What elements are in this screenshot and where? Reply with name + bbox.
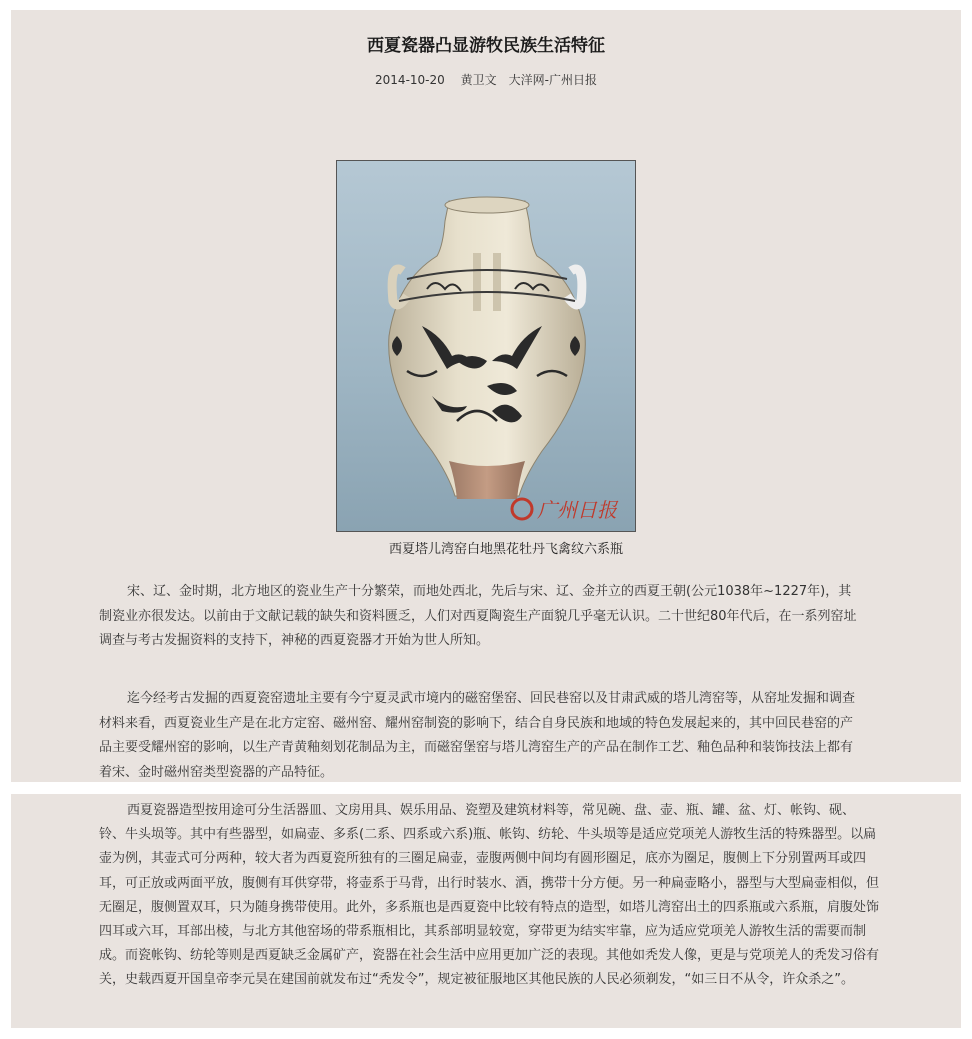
vase-photo [336,160,636,532]
article-author: 黄卫文 [460,73,497,87]
paragraph-2: 迄今经考古发掘的西夏瓷窑遗址主要有今宁夏灵武市境内的磁窑堡窑、回民巷窑以及甘肃武威的塔儿湾窑等，从窑址发掘和调查材料来看，西夏瓷业生产是在北方定窑、磁州窑、耀州窑制瓷的影响下，结合自身民族和地域的特色发展起来的，其中回民巷窑的产品主要受耀州窑的影响，以生产青黄釉刻划花制品为主，而磁窑堡窑与塔儿湾窑生产的产品在制作工艺、釉色品种和装饰技法上都有着宋、金时磁州窑类型瓷器的产品特征。 [99,691,856,780]
article-panel-top [11,10,961,782]
article-source: 大洋网-广州日报 [508,73,597,87]
figure-caption: 西夏塔儿湾窑白地黑花牡丹飞禽纹六系瓶 [388,542,623,557]
vase-illustration [337,161,635,531]
watermark-text: 广州日报 [537,498,617,522]
paragraph-1: 宋、辽、金时期，北方地区的瓷业生产十分繁荣，而地处西北，先后与宋、辽、金并立的西夏王朝(公元1038年~1227年)，其制瓷业亦很发达。以前由于文献记载的缺失和资料匮乏，人们对西夏陶瓷生产面貌几乎毫无认识。二十世纪80年代后，在一系列窑址调查与考古发掘资料的支持下，神秘的西夏瓷器才开始为世人所知。 [99,584,857,648]
article-meta [11,71,961,88]
article-date: 2014-10-20 [375,73,445,87]
paragraph-3: 西夏瓷器造型按用途可分生活器皿、文房用具、娱乐用品、瓷塑及建筑材料等，常见碗、盘、壶、瓶、罐、盆、灯、帐钩、砚、铃、牛头埙等。其中有些器型，如扁壶、多系(二系、四系或六系)瓶、帐钩、纺轮、牛头埙等是适应党项羌人游牧生活的特殊器型。以扁壶为例，其壶式可分两种，较大者为西夏瓷所独有的三圈足扁壶，壶腹两侧中间均有圆形圈足，底亦为圈足，腹侧上下分别置两耳或四耳，可正放或两面平放，腹侧有耳供穿带，将壶系于马背，出行时装水、酒，携带十分方便。另一种扁壶略小，器型与大型扁壶相似，但无圈足，腹侧置双耳，只为随身携带使用。此外，多系瓶也是西夏瓷中比较有特点的造型，如塔儿湾窑出土的四系瓶或六系瓶，肩腹处饰四耳或六耳，耳部出棱，与北方其他窑场的带系瓶相比，其系部明显较宽，穿带更为结实牢靠，应为适应党项羌人游牧生活的需要而制成。而瓷帐钩、纺轮等则是西夏缺乏金属矿产，瓷器在社会生活中应用更加广泛的表现。其他如秃发人像，更是与党项羌人的秃发习俗有关，史载西夏开国皇帝李元昊在建国前就发布过“秃发令”，规定被征服地区其他民族的人民必须剃发，“如三日不从令，许众杀之”。 [99,803,880,988]
article-title: 西夏瓷器凸显游牧民族生活特征 [367,36,605,56]
article-panel-bottom [11,794,961,1028]
